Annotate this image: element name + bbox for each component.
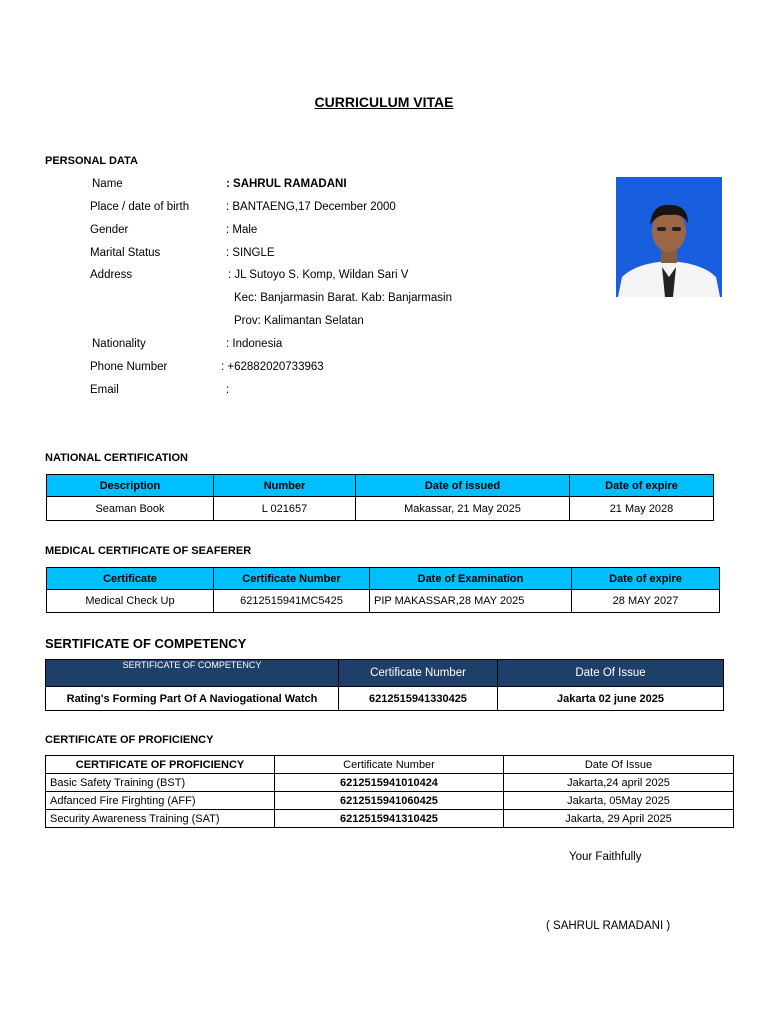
- profile-photo: [616, 177, 722, 297]
- pd-value-nationality: : Indonesia: [226, 338, 283, 350]
- national-cert-table: [46, 474, 714, 521]
- pd-value-address-2: Kec: Banjarmasin Barat. Kab: Banjarmasin: [234, 292, 452, 304]
- table-row: [46, 774, 734, 792]
- pd-label-phone: Phone Number: [90, 361, 168, 373]
- table-cell: Seaman Book: [47, 497, 214, 521]
- header-cell: Date Of Issue: [504, 756, 734, 774]
- table-cell: 6212515941MC5425: [214, 590, 370, 613]
- header-cell: Number: [214, 475, 356, 497]
- medical-cert-heading: MEDICAL CERTIFICATE OF SEAFERER: [45, 545, 252, 557]
- header-cell: Date of expire: [572, 568, 720, 590]
- proficiency-table: [45, 755, 734, 828]
- header-cell: SERTIFICATE OF COMPETENCY: [46, 660, 339, 687]
- table-cell: 6212515941060425: [275, 792, 504, 810]
- closing-text: Your Faithfully: [569, 851, 642, 863]
- header-cell: Date of Examination: [370, 568, 572, 590]
- table-cell: 6212515941330425: [339, 687, 498, 711]
- pd-value-gender: : Male: [226, 224, 258, 236]
- competency-table: [45, 659, 724, 711]
- header-cell: CERTIFICATE OF PROFICIENCY: [46, 756, 275, 774]
- table-row: [46, 810, 734, 828]
- header-cell: Date Of Issue: [498, 660, 724, 687]
- pd-value-email: :: [226, 384, 230, 396]
- pd-value-phone: : +62882020733963: [221, 361, 324, 373]
- national-cert-heading: NATIONAL CERTIFICATION: [45, 452, 188, 464]
- table-cell: Jakarta, 29 April 2025: [504, 810, 734, 828]
- pd-value-marital: : SINGLE: [226, 247, 275, 259]
- header-cell: Certificate Number: [214, 568, 370, 590]
- pd-label-nationality: Nationality: [92, 338, 146, 350]
- table-cell: Security Awareness Training (SAT): [46, 810, 275, 828]
- header-cell: Date of expire: [570, 475, 714, 497]
- table-row: [46, 792, 734, 810]
- pd-value-name: : SAHRUL RAMADANI: [226, 178, 347, 190]
- person-photo-icon: [616, 177, 722, 297]
- table-cell: Makassar, 21 May 2025: [356, 497, 570, 521]
- pd-label-email: Email: [90, 384, 119, 396]
- table-cell: Basic Safety Training (BST): [46, 774, 275, 792]
- table-cell: Rating's Forming Part Of A Naviogational Watch: [46, 687, 339, 711]
- table-row: [47, 497, 714, 521]
- table-cell: 6212515941010424: [275, 774, 504, 792]
- pd-label-address: Address: [90, 269, 133, 281]
- proficiency-heading: CERTIFICATE OF PROFICIENCY: [45, 734, 214, 746]
- table-cell: Adfanced Fire Firghting (AFF): [46, 792, 275, 810]
- pd-value-address-3: Prov: Kalimantan Selatan: [234, 315, 364, 327]
- pd-label-birth: Place / date of birth: [90, 201, 190, 213]
- personal-data-heading: PERSONAL DATA: [45, 155, 138, 167]
- page-title: CURRICULUM VITAE: [314, 94, 454, 110]
- table-cell: 6212515941310425: [275, 810, 504, 828]
- table-cell: PIP MAKASSAR,28 MAY 2025: [370, 590, 572, 613]
- table-cell: Jakarta,24 april 2025: [504, 774, 734, 792]
- header-cell: Certificate: [47, 568, 214, 590]
- table-cell: 21 May 2028: [570, 497, 714, 521]
- table-cell: 28 MAY 2027: [572, 590, 720, 613]
- table-cell: Medical Check Up: [47, 590, 214, 613]
- pd-label-name: Name: [92, 178, 123, 190]
- medical-cert-table: [46, 567, 720, 613]
- pd-label-gender: Gender: [90, 224, 129, 236]
- header-cell: Certificate Number: [275, 756, 504, 774]
- header-cell: Date of issued: [356, 475, 570, 497]
- competency-heading: SERTIFICATE OF COMPETENCY: [45, 636, 247, 651]
- signature-name: ( SAHRUL RAMADANI ): [546, 920, 671, 932]
- pd-value-birth: : BANTAENG,17 December 2000: [226, 201, 396, 213]
- table-cell: Jakarta, 05May 2025: [504, 792, 734, 810]
- table-row: [46, 687, 724, 711]
- header-cell: Description: [47, 475, 214, 497]
- table-cell: Jakarta 02 june 2025: [498, 687, 724, 711]
- pd-label-marital: Marital Status: [90, 247, 161, 259]
- table-row: [47, 590, 720, 613]
- table-cell: L 021657: [214, 497, 356, 521]
- header-cell: Certificate Number: [339, 660, 498, 687]
- pd-value-address-1: : JL Sutoyo S. Komp, Wildan Sari V: [228, 269, 409, 281]
